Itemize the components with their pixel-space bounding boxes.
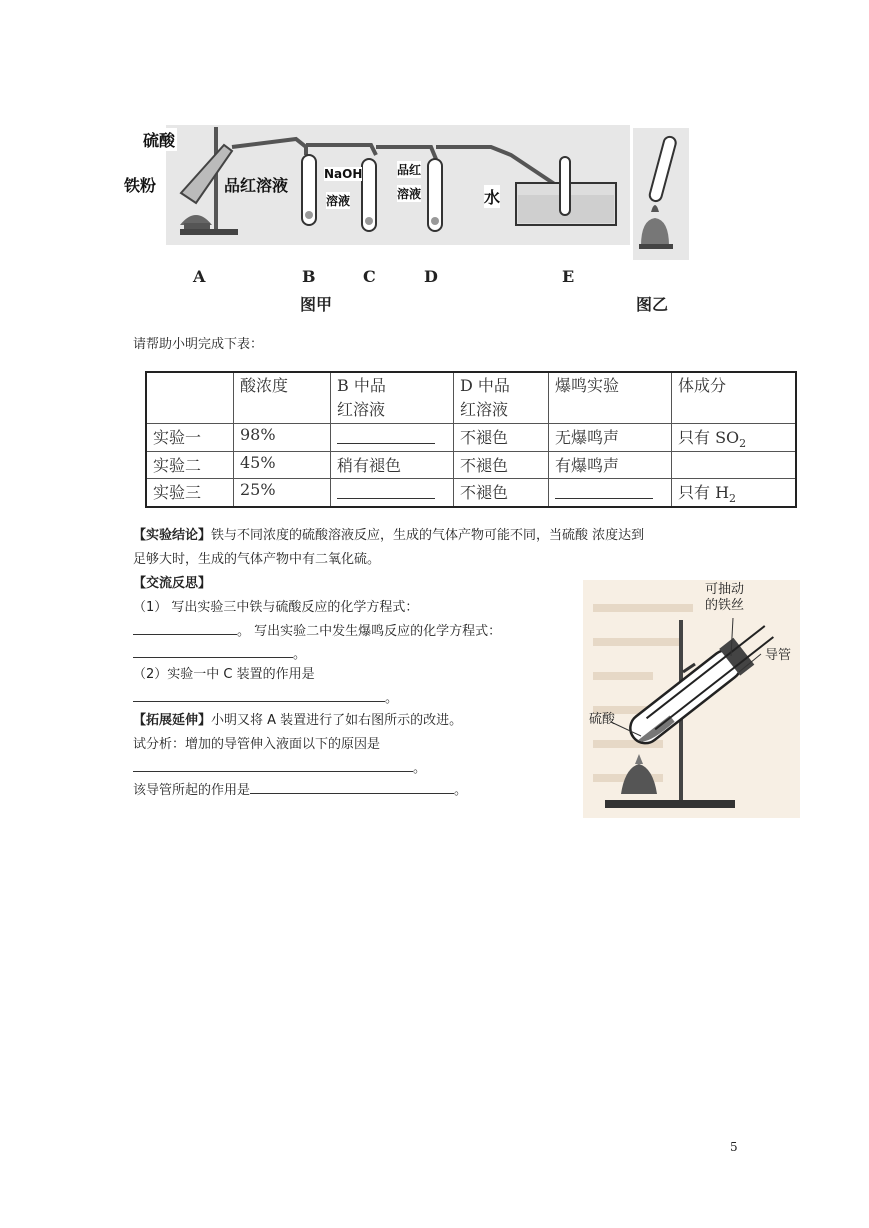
table-cell: 实验二 [146, 452, 234, 479]
gas-subscript: 2 [739, 437, 747, 451]
table-header-cell: B 中品 红溶液 [331, 372, 454, 424]
reflection-q1-line2 [133, 620, 501, 643]
intro-text: 请帮助小明完成下表： [133, 337, 264, 352]
table-cell [549, 479, 672, 508]
conclusion-text1: 铁与不同浓度的硫酸溶液反应，生成的气体产物可能不同，当硫酸 浓度达到 [211, 528, 645, 543]
table-cell [672, 479, 797, 508]
reflection-bracket: 【交流反思】 [133, 576, 212, 591]
conclusion-line2: 足够大时，生成的气体产物中有二氧化硫。 [133, 552, 381, 567]
table-cell: 不褪色 [454, 424, 549, 452]
label-movable-iron-wire: 可抽动 的铁丝 [705, 582, 745, 613]
table-cell [331, 479, 454, 508]
table-cell [672, 424, 797, 452]
extension-line1 [133, 710, 462, 732]
table-cell: 实验一 [146, 424, 234, 452]
period: 。 [413, 761, 427, 776]
figure-jia-apparatus [124, 125, 630, 245]
table-cell: 无爆鸣声 [549, 424, 672, 452]
label-naoh-solution: 溶液 [326, 194, 351, 208]
label-water: 水 [484, 185, 500, 208]
gas-text: 只有 SO [678, 428, 740, 447]
table-cell: 不褪色 [454, 479, 549, 508]
table-header-cell: 体成分 [672, 372, 797, 424]
improved-apparatus-drawing [583, 580, 800, 818]
reflection-heading [133, 573, 211, 595]
answer-blank[interactable] [337, 425, 435, 444]
reflection-q1: （1） 写出实验三中铁与硫酸反应的化学方程式： [133, 600, 419, 615]
table-cell: 25% [234, 479, 331, 508]
table-row [146, 424, 796, 452]
extension-line2: 试分析：增加的导管伸入液面以下的原因是 [133, 737, 381, 752]
reflection-q2-line2 [133, 687, 398, 710]
extension-bracket: 【拓展延伸】 [133, 713, 212, 728]
label-sulfuric-acid-right: 硫酸 [589, 712, 616, 727]
table-cell: 稍有褪色 [331, 452, 454, 479]
conclusion-bracket: 【实验结论】 [133, 528, 212, 543]
improved-apparatus-figure [583, 580, 800, 818]
table-header-cell [146, 372, 234, 424]
page-number: 5 [730, 1140, 738, 1154]
label-iron-powder: 铁粉 [122, 173, 158, 196]
table-cell [672, 452, 797, 479]
answer-blank[interactable] [337, 480, 435, 499]
reflection-q2: （2）实验一中 C 装置的作用是 [133, 667, 315, 682]
table-cell: 不褪色 [454, 452, 549, 479]
figure-yi-caption: 图乙 [636, 295, 669, 314]
answer-blank[interactable] [133, 620, 237, 635]
table-cell: 实验三 [146, 479, 234, 508]
figure-yi-apparatus [633, 128, 689, 260]
label-pinkred-d1: 品红 [397, 163, 422, 177]
table-cell [331, 424, 454, 452]
extension-text1: 小明又将 A 装置进行了如右图所示的改进。 [211, 713, 463, 728]
label-pinkred-d2: 溶液 [397, 187, 422, 201]
table-header-cell: D 中品 红溶液 [454, 372, 549, 424]
extension-text3: 该导管所起的作用是 [133, 783, 251, 798]
label-conduit: 导管 [765, 648, 792, 663]
device-letter-b: B [302, 267, 316, 286]
reflection-q1-line3 [133, 643, 306, 666]
period: 。 [385, 691, 399, 706]
table-cell: 有爆鸣声 [549, 452, 672, 479]
conclusion-line1 [133, 525, 644, 547]
answer-blank[interactable] [133, 643, 293, 658]
answer-blank[interactable] [133, 757, 413, 772]
extension-line4 [133, 779, 467, 802]
table-row [146, 452, 796, 479]
label-naoh: NaOH [324, 167, 363, 181]
answer-blank[interactable] [555, 480, 653, 499]
answer-blank[interactable] [133, 687, 385, 702]
figure-yi-drawing [633, 128, 689, 260]
table-header-cell: 爆鸣实验 [549, 372, 672, 424]
gas-text: 只有 H [678, 483, 730, 503]
device-letter-c: C [363, 267, 376, 286]
table-header-cell: 酸浓度 [234, 372, 331, 424]
experiment-table [145, 371, 797, 508]
device-letter-d: D [424, 267, 438, 286]
q1-after-text: 。 写出实验二中发生爆鸣反应的化学方程式： [237, 624, 502, 639]
label-sulfuric-acid: 硫酸 [141, 128, 177, 151]
table-cell: 45% [234, 452, 331, 479]
period: 。 [454, 783, 468, 798]
table-cell: 98% [234, 424, 331, 452]
table-header-row [146, 372, 796, 424]
label-pinkred-b: 品红溶液 [224, 173, 288, 196]
answer-blank[interactable] [250, 779, 454, 794]
device-letter-a: A [193, 267, 206, 286]
figure-jia-caption: 图甲 [300, 295, 333, 314]
table-row [146, 479, 796, 508]
extension-line3 [133, 757, 426, 780]
device-letter-e: E [562, 267, 575, 286]
period: 。 [293, 647, 307, 662]
gas-subscript: 2 [729, 492, 737, 506]
